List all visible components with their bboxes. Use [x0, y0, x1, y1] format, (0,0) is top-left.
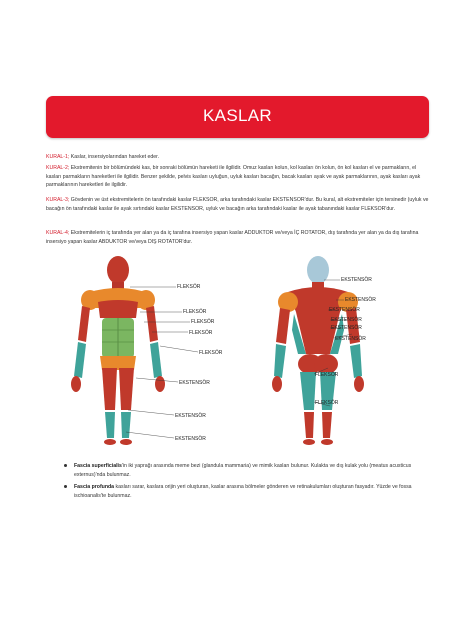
bullet-text: kasları sarar, kaslara orijin yeri oluşturan, kaslar arasına bölmeler gönderen ve retinakulumları oluşturan fasyadır. Yüzde ve fossa ischioanalis'te bulunmaz.: [74, 484, 412, 499]
back-label: EKSTENSÖR: [329, 307, 360, 313]
rule-text: Kaslar, insersiyolarından hareket eder.: [69, 154, 160, 160]
bullet-term: Fascia profunda: [74, 484, 115, 491]
rule-3: [46, 196, 430, 213]
front-label: EKSTENSÖR: [175, 436, 206, 442]
front-label: FLEKSÖR: [199, 350, 223, 356]
back-label: EKSTENSÖR: [345, 297, 376, 303]
rule-label: KURAL-1;: [46, 154, 70, 160]
rule-2: [46, 164, 430, 190]
rule-1: [46, 153, 430, 162]
bullet-term: Fascia superficialis: [74, 463, 122, 469]
muscle-anatomy-figure: [60, 250, 400, 450]
rule-label: KURAL-4;: [46, 230, 70, 236]
fascia-bullet-list: [64, 462, 434, 504]
list-item: [64, 462, 434, 479]
front-label: FLEKSÖR: [183, 309, 207, 315]
rule-text: Ekstremitelerin iç tarafında yer alan ya da iç tarafına insersiyo yapan kaslar ADDUKTOR ve/veya İÇ ROTATOR, dış tarafında yer alan ya da dış tarafına insersiyo yapan kaslar ABDUKTOR ve/veya DIŞ ROTATOR'dur.: [46, 230, 419, 245]
back-label: EKSTENSÖR: [331, 317, 362, 323]
rule-label: KURAL-2;: [46, 165, 70, 171]
rule-text: Gövdenin ve üst ekstremitelerin ön tarafındaki kaslar FLEKSOR, arka tarafındaki kaslar EKSTENSOR'dur. Bu kural, alt ekstremiteler için tersinedir (uyluk ve bacağın ön tarafındaki kaslar ile ayak sırtındaki kaslar EKSTENSOR, uyluk ve bacağın arka tarafındaki kaslar ile ayak tabanındaki kaslar FLEKSOR'dur.: [46, 197, 429, 212]
front-label: FLEKSÖR: [189, 330, 213, 336]
bullet-icon: [64, 464, 67, 467]
back-label: EKSTENSÖR: [335, 336, 366, 342]
back-label: EKSTENSÖR: [331, 325, 362, 331]
title-banner: [46, 96, 429, 138]
front-label: EKSTENSÖR: [179, 380, 210, 386]
front-label: FLEKSÖR: [177, 284, 201, 290]
back-body-illustration: [272, 256, 364, 445]
front-label: EKSTENSÖR: [175, 413, 206, 419]
back-label: FLEKSÖR: [315, 400, 339, 406]
list-item: [64, 483, 434, 500]
bullet-text: 'in iki yaprağı arasında meme bezi (glandula mammaria) ve mimik kasları bulunur. Kulakta ve dış kulak yolu (meatus acusticus externus)'nda bulunmaz.: [74, 463, 412, 478]
front-label: FLEKSÖR: [191, 319, 215, 325]
bullet-icon: [64, 485, 67, 488]
back-label: EKSTENSÖR: [341, 277, 372, 283]
front-body-illustration: [71, 256, 165, 445]
page-title: KASLAR: [203, 106, 272, 125]
back-label: FLEKSÖR: [315, 372, 339, 378]
rule-4: [46, 229, 430, 246]
rule-text: Ekstremitenin bir bölümündeki kas, bir sonraki bölümün hareketi ile ilgilidir. Omuz kasları kolun, kol kasları ön kolun, ön kol kasları el ve parmakların, el kasları parmakların hareketleri ile ilgilidir. Benzer şekilde, pelvis kasları uyluğun, uyluk kasları bacağın, bacak kasları ayak ve ayak parmaklarının, ayak kasları ayak parmaklarının hareketleri ile ilgilidir.: [46, 165, 421, 189]
rule-label: KURAL-3;: [46, 197, 70, 203]
